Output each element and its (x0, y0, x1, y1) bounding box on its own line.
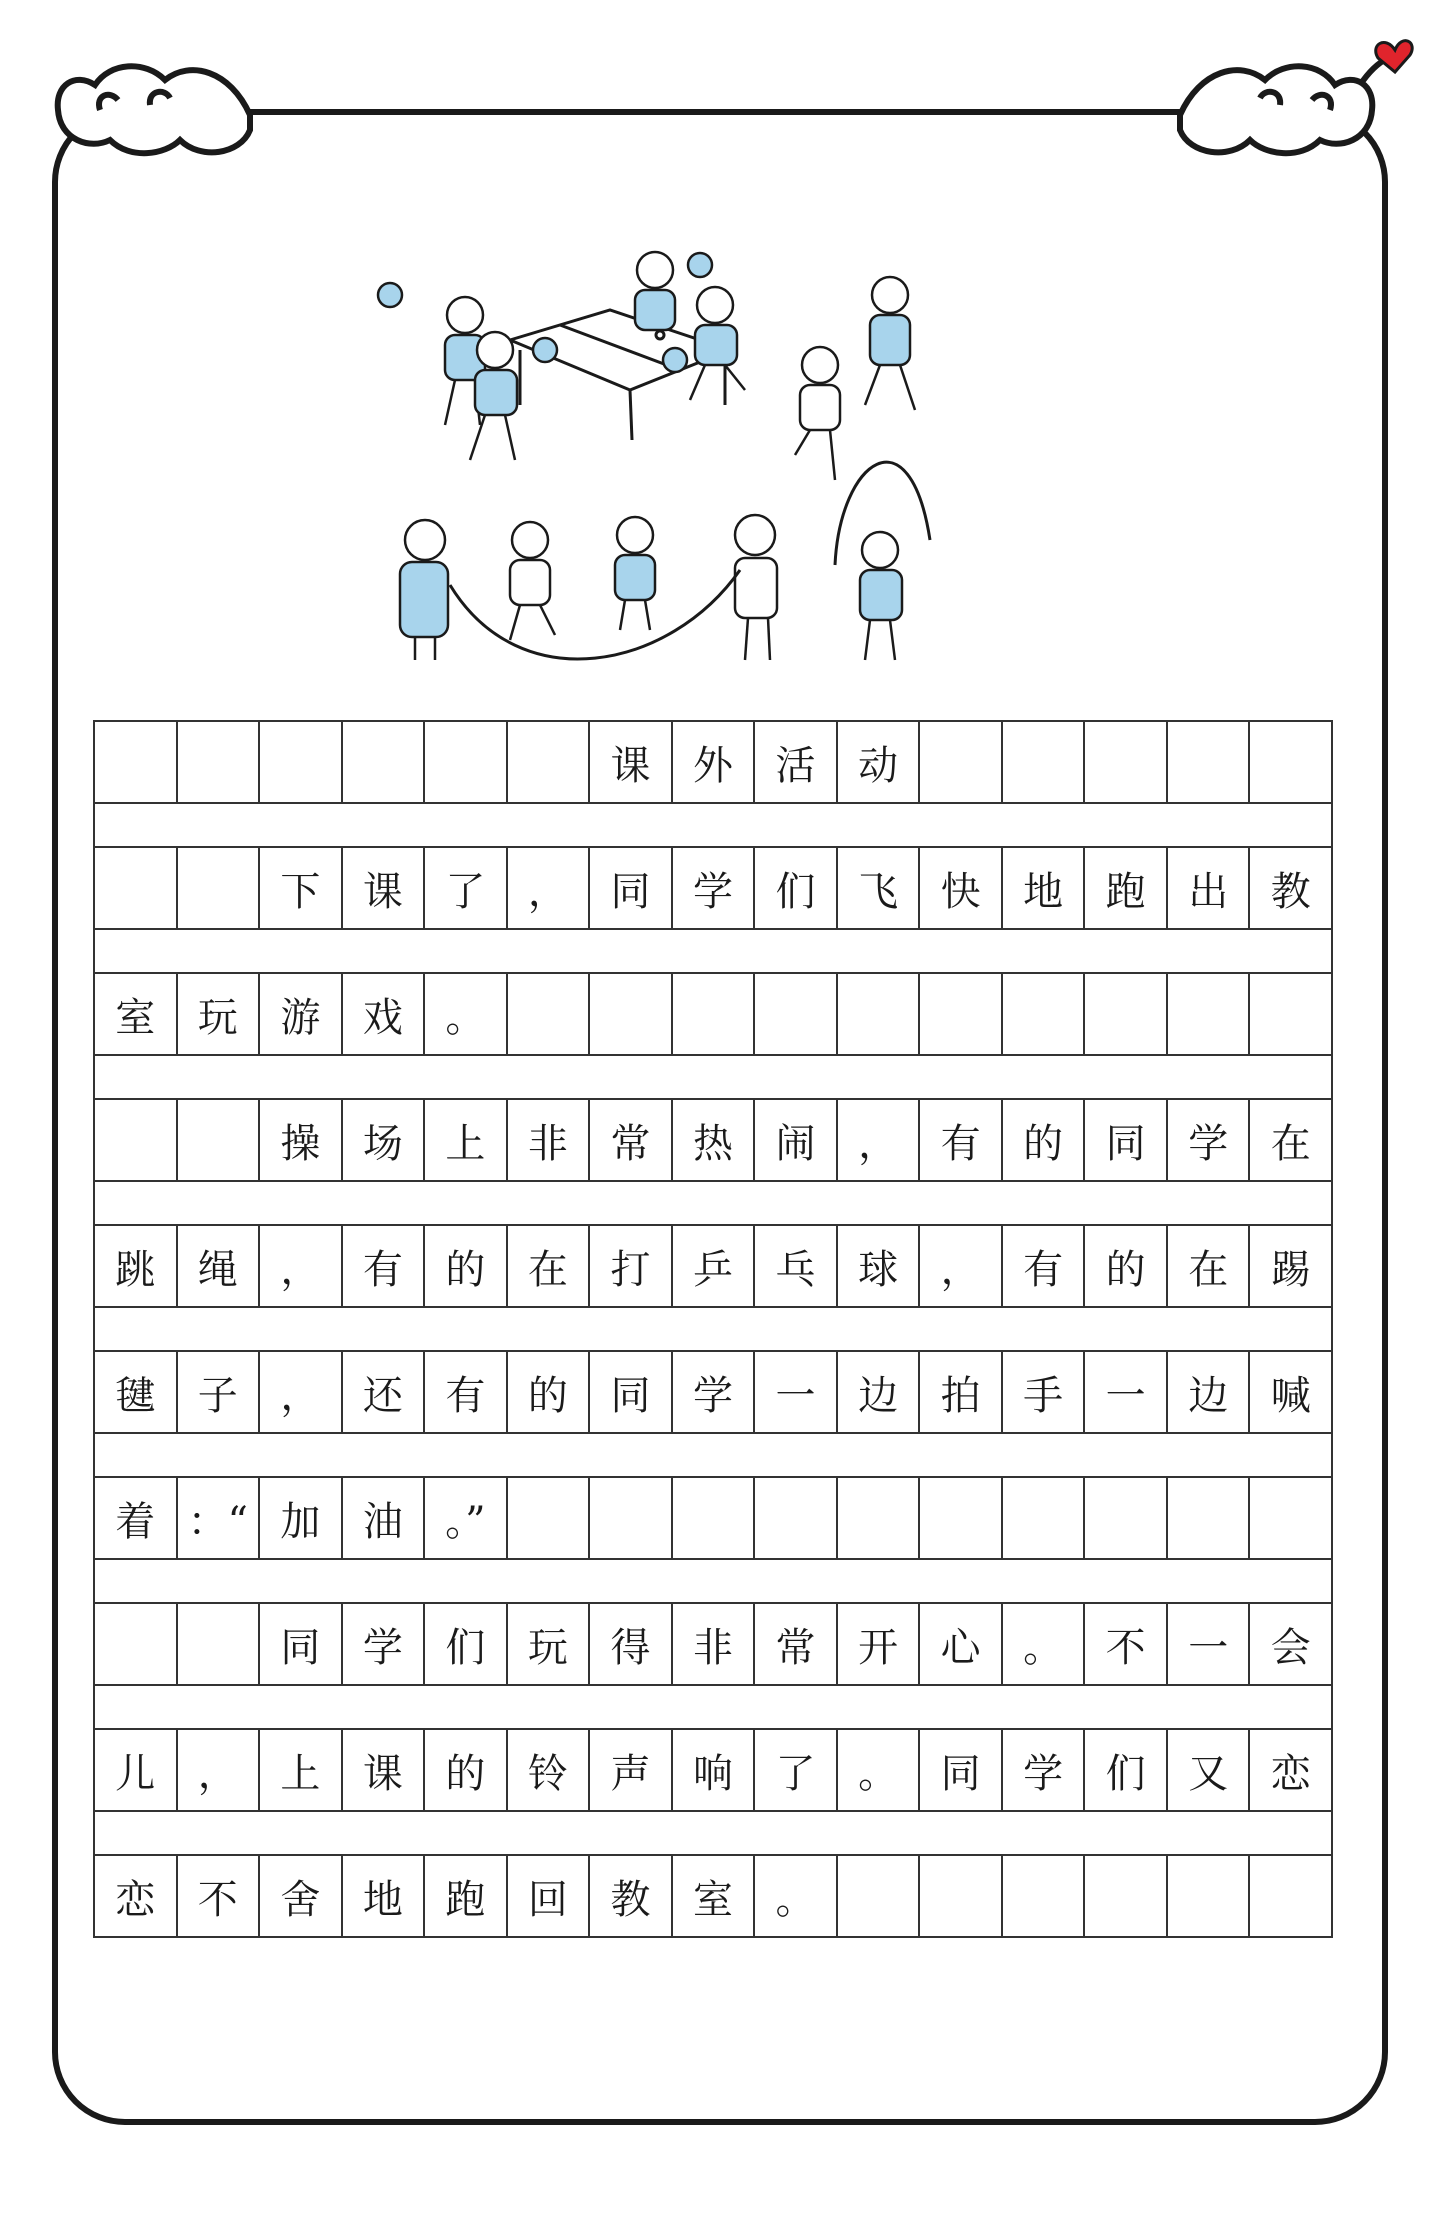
grid-cell: 铃 (508, 1730, 591, 1812)
grid-cell: 学 (673, 848, 756, 930)
child-figure (865, 277, 915, 410)
grid-cell (95, 1100, 178, 1182)
text-row (93, 1602, 1333, 1686)
grid-cell: 恋 (95, 1856, 178, 1938)
grid-cell: 玩 (178, 974, 261, 1056)
grid-cell: 学 (343, 1604, 426, 1686)
grid-cell (1168, 722, 1251, 804)
grid-cell (838, 1478, 921, 1560)
grid-cell (178, 1604, 261, 1686)
child-figure (860, 532, 902, 660)
grid-cell: 手 (1003, 1352, 1086, 1434)
grid-cell: 学 (673, 1352, 756, 1434)
child-figure (510, 522, 555, 640)
grid-cell: 拍 (920, 1352, 1003, 1434)
grid-cell: 打 (590, 1226, 673, 1308)
grid-cell: 们 (1085, 1730, 1168, 1812)
grid-cell: 快 (920, 848, 1003, 930)
text-row (93, 1098, 1333, 1182)
row-gap (93, 1812, 1333, 1854)
grid-cell: 有 (343, 1226, 426, 1308)
title-row (93, 720, 1333, 804)
grid-cell (178, 848, 261, 930)
row-gap (93, 1434, 1333, 1476)
grid-cell (508, 1478, 591, 1560)
grid-cell: 的 (1003, 1100, 1086, 1182)
grid-cell: 们 (755, 848, 838, 930)
grid-cell: 。 (838, 1730, 921, 1812)
text-row (93, 1350, 1333, 1434)
row-gap (93, 804, 1333, 846)
grid-cell: 地 (1003, 848, 1086, 930)
grid-cell: 室 (673, 1856, 756, 1938)
grid-cell (590, 974, 673, 1056)
grid-cell: 活 (755, 722, 838, 804)
grid-cell: 子 (178, 1352, 261, 1434)
grid-cell: 毽 (95, 1352, 178, 1434)
grid-cell (920, 974, 1003, 1056)
grid-cell: ， (178, 1730, 261, 1812)
grid-cell: 边 (838, 1352, 921, 1434)
grid-cell: ， (920, 1226, 1003, 1308)
grid-cell (1085, 974, 1168, 1056)
grid-cell: 跑 (425, 1856, 508, 1938)
child-figure (400, 520, 448, 660)
grid-cell (1168, 1478, 1251, 1560)
grid-cell: 非 (673, 1604, 756, 1686)
grid-cell: 非 (508, 1100, 591, 1182)
grid-cell (95, 1604, 178, 1686)
text-row (93, 1854, 1333, 1938)
grid-cell: 。 (755, 1856, 838, 1938)
grid-cell: 的 (425, 1226, 508, 1308)
grid-cell: 在 (1168, 1226, 1251, 1308)
grid-cell: 。 (425, 974, 508, 1056)
grid-cell: 儿 (95, 1730, 178, 1812)
row-gap (93, 930, 1333, 972)
grid-cell: 上 (260, 1730, 343, 1812)
grid-cell: 开 (838, 1604, 921, 1686)
child-figure (615, 517, 655, 630)
grid-cell: 们 (425, 1604, 508, 1686)
left-scroll-curl (58, 66, 250, 153)
grid-cell (1250, 722, 1333, 804)
grid-cell: 外 (673, 722, 756, 804)
grid-cell: 室 (95, 974, 178, 1056)
grid-cell (1085, 722, 1168, 804)
grid-cell: 一 (755, 1352, 838, 1434)
grid-cell: 一 (1168, 1604, 1251, 1686)
grid-cell: ， (508, 848, 591, 930)
grid-cell: 有 (920, 1100, 1003, 1182)
grid-cell: 学 (1003, 1730, 1086, 1812)
grid-cell: 得 (590, 1604, 673, 1686)
text-row (93, 1224, 1333, 1308)
grid-cell: 回 (508, 1856, 591, 1938)
child-figure (635, 252, 712, 330)
grid-cell (1003, 1478, 1086, 1560)
grid-cell (1250, 1478, 1333, 1560)
grid-cell: 绳 (178, 1226, 261, 1308)
grid-cell: 热 (673, 1100, 756, 1182)
grid-cell (1003, 1856, 1086, 1938)
grid-cell: 的 (425, 1730, 508, 1812)
grid-cell: 边 (1168, 1352, 1251, 1434)
text-row (93, 972, 1333, 1056)
grid-cell (260, 722, 343, 804)
grid-cell: 下 (260, 848, 343, 930)
grid-cell (1085, 1856, 1168, 1938)
grid-cell: 学 (1168, 1100, 1251, 1182)
grid-cell (920, 722, 1003, 804)
grid-cell: 同 (590, 1352, 673, 1434)
child-figure (795, 347, 840, 480)
child-figure (378, 283, 485, 425)
grid-cell (1003, 722, 1086, 804)
grid-cell (673, 974, 756, 1056)
grid-cell: 同 (1085, 1100, 1168, 1182)
grid-cell: 同 (590, 848, 673, 930)
grid-cell: 。” (425, 1478, 508, 1560)
grid-cell (508, 974, 591, 1056)
row-gap (93, 1308, 1333, 1350)
grid-cell: 飞 (838, 848, 921, 930)
grid-cell: 课 (590, 722, 673, 804)
grid-cell: 的 (1085, 1226, 1168, 1308)
grid-cell: 球 (838, 1226, 921, 1308)
grid-cell: ， (260, 1352, 343, 1434)
grid-cell: 油 (343, 1478, 426, 1560)
grid-cell: 一 (1085, 1352, 1168, 1434)
grid-cell: 。 (1003, 1604, 1086, 1686)
grid-cell: 恋 (1250, 1730, 1333, 1812)
grid-cell (920, 1856, 1003, 1938)
grid-cell: 有 (1003, 1226, 1086, 1308)
grid-cell (590, 1478, 673, 1560)
grid-cell: 乒 (673, 1226, 756, 1308)
grid-cell (1085, 1478, 1168, 1560)
grid-cell: 会 (1250, 1604, 1333, 1686)
grid-cell: 跑 (1085, 848, 1168, 930)
grid-cell: 的 (508, 1352, 591, 1434)
grid-cell (178, 722, 261, 804)
grid-cell: 同 (920, 1730, 1003, 1812)
grid-cell: 心 (920, 1604, 1003, 1686)
grid-cell: 上 (425, 1100, 508, 1182)
grid-cell: 课 (343, 1730, 426, 1812)
row-gap (93, 1056, 1333, 1098)
grid-cell: 响 (673, 1730, 756, 1812)
grid-cell: 在 (1250, 1100, 1333, 1182)
row-gap (93, 1182, 1333, 1224)
grid-cell (755, 1478, 838, 1560)
grid-cell: 教 (590, 1856, 673, 1938)
grid-cell: 教 (1250, 848, 1333, 930)
grid-cell: 操 (260, 1100, 343, 1182)
grid-cell: 加 (260, 1478, 343, 1560)
grid-cell (508, 722, 591, 804)
child-figure (735, 515, 777, 660)
grid-cell: 戏 (343, 974, 426, 1056)
grid-cell: 地 (343, 1856, 426, 1938)
grid-cell: 舍 (260, 1856, 343, 1938)
grid-cell (1168, 1856, 1251, 1938)
grid-cell: ：“ (178, 1478, 261, 1560)
grid-cell: 喊 (1250, 1352, 1333, 1434)
grid-cell: 常 (590, 1100, 673, 1182)
grid-cell: 有 (425, 1352, 508, 1434)
text-row (93, 846, 1333, 930)
grid-cell (1003, 974, 1086, 1056)
row-gap (93, 1560, 1333, 1602)
right-scroll-curl (1180, 58, 1388, 153)
grid-cell: 不 (178, 1856, 261, 1938)
child-figure (470, 332, 557, 460)
grid-cell: 了 (755, 1730, 838, 1812)
row-gap (93, 1686, 1333, 1728)
grid-cell (838, 974, 921, 1056)
grid-cell (178, 1100, 261, 1182)
grid-cell (425, 722, 508, 804)
writing-grid (93, 720, 1333, 1938)
grid-cell: ， (838, 1100, 921, 1182)
grid-cell: 声 (590, 1730, 673, 1812)
grid-cell: 跳 (95, 1226, 178, 1308)
text-row (93, 1728, 1333, 1812)
grid-cell: 在 (508, 1226, 591, 1308)
heart-icon (1376, 41, 1412, 72)
grid-cell (95, 848, 178, 930)
text-row (93, 1476, 1333, 1560)
grid-cell: 又 (1168, 1730, 1251, 1812)
grid-cell: 闹 (755, 1100, 838, 1182)
grid-cell: 着 (95, 1478, 178, 1560)
grid-cell: 常 (755, 1604, 838, 1686)
grid-cell: 同 (260, 1604, 343, 1686)
grid-cell: 乓 (755, 1226, 838, 1308)
grid-cell: 不 (1085, 1604, 1168, 1686)
grid-cell (673, 1478, 756, 1560)
grid-cell: 出 (1168, 848, 1251, 930)
grid-cell: 玩 (508, 1604, 591, 1686)
grid-cell (95, 722, 178, 804)
grid-cell: ， (260, 1226, 343, 1308)
grid-cell (755, 974, 838, 1056)
grid-cell: 场 (343, 1100, 426, 1182)
children-playing-illustration (370, 240, 990, 680)
grid-cell (920, 1478, 1003, 1560)
grid-cell: 还 (343, 1352, 426, 1434)
jump-rope (450, 570, 740, 659)
grid-cell (343, 722, 426, 804)
grid-cell: 动 (838, 722, 921, 804)
grid-cell (1250, 1856, 1333, 1938)
grid-cell (838, 1856, 921, 1938)
grid-cell (1168, 974, 1251, 1056)
grid-cell: 游 (260, 974, 343, 1056)
grid-cell: 课 (343, 848, 426, 930)
grid-cell: 踢 (1250, 1226, 1333, 1308)
grid-cell: 了 (425, 848, 508, 930)
grid-cell (1250, 974, 1333, 1056)
